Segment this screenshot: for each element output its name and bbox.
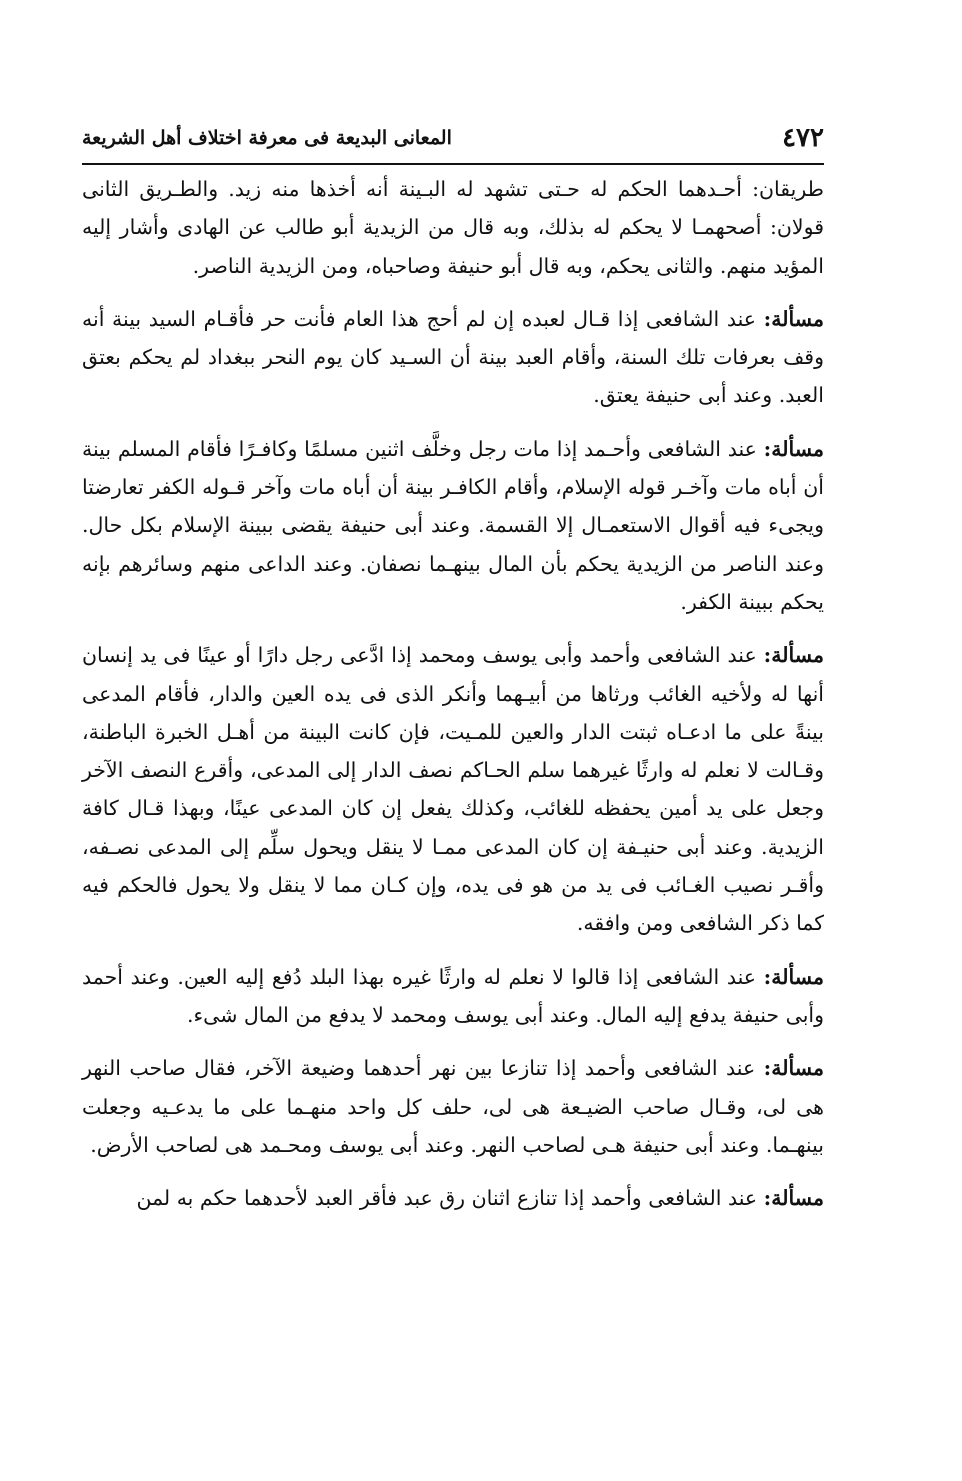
- paragraph: [82, 1049, 824, 1164]
- paragraph: [82, 170, 824, 285]
- paragraph-text: عند الشافعى وأحمد إذا تنازع اثنان رق عبد فأقر العبد لأحدهما حكم به لمن: [136, 1186, 764, 1211]
- paragraph-lead: مسألة:: [763, 1056, 824, 1081]
- paragraph-text: عند الشافعى وأحـمد إذا مات رجل وخلَّف اثنين مسلمًا وكافـرًا فأقام المسلم بينة أن أباه مات وآخـر قوله الإسلام، وأقام الكافـر بينة أن أباه مات وآخر قـوله الكفر تعارضتا ويجىء فيه أقوال الاستعمـال إلا القسمة. وعند أبى حنيفة يقضى ببينة الإسلام بكل حال. وعند الناصر من الزيدية يحكم بأن المال بينهـما نصفان. وعند الداعى منهم وسائرهم بإنه يحكم ببينة الكفر.: [82, 436, 824, 614]
- paragraph-lead: مسألة:: [763, 643, 824, 668]
- paragraph-text: طريقان: أحـدهما الحكم له حـتى تشهد له البـينة أنه أخذها منه زيد. والطـريق الثانى قولان: أصحهمـا لا يحكم له بذلك، وبه قال من الزيدية أبو طالب عن الهادى وأشار إليه المؤيد منهم. والثانى يحكم، وبه قال أبو حنيفة وصاحباه، ومن الزيدية الناصر.: [82, 177, 824, 278]
- paragraph-text: عند الشافعى إذا قـال لعبده إن لم أحج هذا العام فأنت حر فأقـام السيد بينة أنه وقف بعرفات تلك السنة، وأقام العبد بينة أن السـيد كان يوم النحر ببغداد لم يحكم بعتق العبد. وعند أبى حنيفة يعتق.: [82, 306, 824, 408]
- body-text: [82, 170, 824, 1232]
- paragraph-lead: مسألة:: [763, 964, 824, 989]
- paragraph-lead: مسألة:: [763, 1186, 824, 1211]
- page-header: [82, 118, 824, 158]
- paragraph-lead: مسألة:: [763, 436, 824, 461]
- page-number: ٤٧٢: [782, 123, 824, 153]
- paragraph: [82, 636, 824, 942]
- header-rule: [82, 163, 824, 165]
- paragraph: [82, 430, 824, 621]
- running-title: المعانى البديعة فى معرفة اختلاف أهل الشريعة: [82, 127, 452, 149]
- paragraph: [82, 300, 824, 415]
- paragraph-text: عند الشافعى إذا قالوا لا نعلم له وارثًا غيره بهذا البلد دُفع إليه العين. وعند أحمد وأبى حنيفة يدفع إليه المال. وعند أبى يوسف ومحمد لا يدفع من المال شىء.: [82, 964, 824, 1027]
- paragraph: [82, 1179, 824, 1217]
- paragraph-text: عند الشافعى وأحمد وأبى يوسف ومحمد إذا ادَّعى رجل دارًا أو عينًا فى يد إنسان أنها له ولأخيه الغائب ورثاها من أبيـهما وأنكر الذى فى يده العين والدار، فأقام المدعى بينةً على ما ادعـاه ثبتت الدار والعين للمـيت، فإن كانت البينة من أهـل الخبرة الباطنة، وقـالت لا نعلم له وارثًا غيرهما سلم الحـاكم نصف الدار إلى المدعى، وأقرع النصف الآخر وجعل على يد أمين يحفظه للغائب، وكذلك يفعل إن كان المدعى عينًا، وبهذا قـال كافة الزيدية. وعند أبى حنيـفة إن كان المدعى ممـا لا ينقل ويحول سلِّم إلى المدعى نصـفه، وأقـر نصيب الغـائب فى يد من هو فى يده، وإن كـان مما لا ينقل ولا يحول فالحكم فيه كما ذكر الشافعى ومن وافقه.: [82, 643, 824, 936]
- paragraph-text: عند الشافعى وأحمد إذا تنازعا بين نهر أحدهما وضيعة الآخر، فقال صاحب النهر هى لى، وقـال صاحب الضيـعة هى لى، حلف كل واحد منهـما على ما يدعـيه وجعلت بينهـما. وعند أبى حنيفة هـى لصاحب النهر. وعند أبى يوسف ومحـمد هى لصاحب الأرض.: [82, 1056, 824, 1157]
- paragraph: [82, 958, 824, 1035]
- paragraph-lead: مسألة:: [763, 306, 824, 331]
